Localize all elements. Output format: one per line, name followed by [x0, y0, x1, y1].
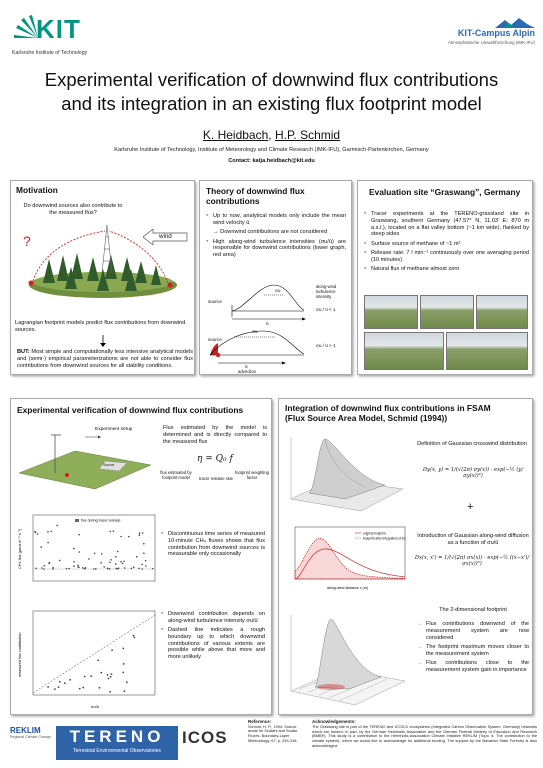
graswang-bullet-1: ▪ Tracer experiments at the TERENO-grassland site in Graswang, southern Germany (47.57° N, 11.03' E; 870 m a.s.l.), located on a flat valley bottom (~1 km wide), flanked by steep sides — [364, 211, 529, 238]
theory-bullet-3: ▪ High along-wind turbulence intensities (σu/ū) are responsible for downwind contributions (lower graph, red area) — [206, 239, 346, 259]
def-crosswind: Definition of Gaussian crosswind distribution — [417, 441, 527, 447]
sc-point — [97, 660, 99, 662]
ts-point — [101, 553, 103, 555]
graswang-bullet-3: ▪ Release rate: 7 l min⁻¹ continuously over one averaging period (10 minutes) — [364, 250, 529, 264]
title-line-1: Experimental verification of downwind flux contributions — [44, 69, 499, 90]
ts-legend-swatch — [75, 519, 79, 522]
ts-point — [47, 531, 49, 533]
author-2: H.P. Schmid — [274, 128, 341, 142]
ts-point — [115, 563, 117, 565]
ts-point — [107, 568, 109, 570]
sc-point — [64, 682, 66, 684]
kit-rays-icon — [12, 14, 38, 40]
campus-subtitle: Atmosphärische Umweltforschung (IMK-IFU) — [447, 40, 535, 45]
scatter-bullets — [161, 611, 265, 664]
ts-point — [122, 563, 124, 565]
ts-point — [103, 566, 105, 568]
graswang-bullet-2: ▪ Surface source of methane of ~1 m² — [364, 241, 529, 248]
sigma-label-lower: σu — [252, 329, 258, 334]
graswang-title: Evaluation site “Graswang”, Germany — [369, 187, 521, 197]
integration-title-line2: (Flux Source Area Model, Schmid (1994)) — [285, 413, 448, 423]
ts-point — [40, 546, 42, 548]
fp-legend-after: footprint after integration of Dx — [363, 536, 406, 541]
ubar-label-lower: ū — [245, 364, 248, 369]
ts-point — [145, 560, 147, 562]
but-label: BUT: — [17, 349, 30, 355]
source-label-upper: source — [208, 299, 222, 304]
ts-point — [120, 561, 122, 563]
sc-point — [59, 681, 61, 683]
kit-wordmark: KIT — [36, 14, 81, 44]
formula-label-tracer: tracer release rate — [199, 476, 233, 481]
sc-point — [84, 676, 86, 678]
ts-point — [77, 565, 79, 567]
theory-diagram-lower — [204, 329, 350, 371]
ts-point — [124, 567, 126, 569]
ts-point — [94, 553, 96, 555]
ratio-high-label: σu / ū > 1 — [316, 343, 336, 348]
ts-point — [136, 556, 138, 558]
ts-point — [100, 562, 102, 564]
ts-point — [84, 568, 86, 570]
ubar-label-upper: ū — [266, 321, 269, 326]
author-separator: , — [268, 128, 275, 142]
setup-diagram — [15, 421, 155, 493]
ratio-low-label: σu / ū < 1 — [316, 307, 336, 312]
acknowledgements-box — [312, 720, 537, 766]
sc-point — [122, 648, 124, 650]
sc-point — [133, 637, 135, 639]
but-body: Most simple and computationally less intensive analytical models and (semi-) empirical parameterizations are not able to consider flux contributions from downwind sources for all stability conditions. — [17, 349, 193, 369]
source-label: Source — [103, 463, 115, 467]
ts-point — [117, 551, 119, 553]
sc-point — [54, 688, 56, 690]
setup-label: Experiment setup — [95, 427, 133, 432]
kit-subtitle: Karlsruhe Institute of Technology — [12, 50, 88, 56]
site-photo-bottom-left — [364, 332, 444, 370]
ts-point — [128, 536, 130, 538]
sc-point — [47, 686, 49, 688]
footprint-2d-label: The 2-dimensional footprint — [439, 607, 507, 613]
ts-point — [73, 561, 75, 563]
ts-point — [88, 558, 90, 560]
theory-title: Theory of downwind flux contributions — [206, 186, 305, 206]
sc-point — [110, 676, 112, 678]
sc-point — [79, 688, 81, 690]
ts-point — [109, 562, 111, 564]
sc-point — [111, 673, 113, 675]
sc-point — [126, 681, 128, 683]
tereno-subtitle: Terrestrial Environmental Observatories — [73, 748, 161, 754]
sc-ylabel: measured flux contribution — [18, 632, 22, 677]
fp-legend-orig: original footprint — [363, 531, 386, 536]
sc-point — [133, 635, 135, 637]
graswang-bullet-4: ▪ Natural flux of methane almost zero — [364, 266, 529, 273]
ts-legend: flux during tracer release — [81, 518, 121, 523]
ts-point — [120, 536, 122, 538]
ts-point — [43, 565, 45, 567]
campus-name: KIT-Campus Alpin — [457, 28, 535, 38]
ts-point — [133, 566, 135, 568]
lagrangian-text: Lagrangian footprint models predict flux contributions from downwind sources. — [15, 320, 186, 333]
ts-point — [59, 560, 61, 562]
eq-alongwind: Dx(x, x') = 1/(√(2π) σx(x)) · exp(−½ ((x−x')/σx(x))²) — [414, 555, 530, 567]
ts-point — [115, 556, 117, 558]
reference-text: Schmid, H. P., 1994: Source areas for Scalars and Scalar Fluxes. Boundary-Layer Meteorology, 67, p. 293-318. — [248, 723, 298, 743]
ts-point — [109, 568, 111, 570]
ts-point — [78, 534, 80, 536]
flux-timeseries-chart — [15, 511, 159, 599]
sc-point — [123, 663, 125, 665]
ts-point — [131, 568, 133, 570]
poster-header — [0, 0, 543, 178]
bullet-scatter-2: ▪ Dashed line indicates a rough boundary up to which downwind contributions of various extents are possible while above that more and more unlikely — [161, 627, 265, 661]
sc-point — [107, 674, 109, 676]
sigma-label-upper: σu — [275, 288, 281, 293]
ts-point — [143, 553, 145, 555]
reference-box — [248, 720, 306, 766]
bullet-timeseries: ▪ Discontinuous time series of measured 10-minute CH₄ fluxes shows that flux contribution from downwind sources is measurable only occasionally — [161, 531, 265, 558]
ts-point — [110, 559, 112, 561]
question-mark: ? — [23, 233, 31, 249]
sc-point — [109, 691, 111, 693]
integration-arrow-1: → Flux contributions downwind of the measurement system are now considered — [417, 621, 529, 641]
icos-logo — [182, 728, 244, 758]
formula-label-weight: footprint weighting factor — [235, 470, 269, 480]
motivation-question: Do downwind sources also contribute to the measured flux? — [23, 203, 123, 216]
ts-point — [93, 568, 95, 570]
ts-point — [73, 565, 75, 567]
icos-wordmark: ICOS — [182, 728, 228, 747]
ts-point — [41, 567, 43, 569]
ts-point — [139, 534, 141, 536]
ts-point — [66, 568, 68, 570]
ts-point — [139, 532, 141, 534]
ts-point — [73, 548, 75, 550]
title-line-2: and its integration in an existing flux footprint model — [61, 93, 482, 114]
sc-point — [111, 649, 113, 651]
ts-point — [82, 567, 84, 569]
ts-point — [56, 525, 58, 527]
tereno-logo — [56, 726, 178, 760]
ts-point — [52, 568, 54, 570]
ts-point — [68, 568, 70, 570]
ts-point — [51, 531, 53, 533]
ts-point — [152, 568, 154, 570]
poster-title — [0, 68, 543, 116]
ts-point — [47, 542, 49, 544]
ts-ylabel: CH4 flux (µmol m⁻² s⁻¹) — [18, 528, 22, 569]
ts-plot-area — [33, 515, 155, 581]
site-photo-bottom-right — [446, 332, 528, 370]
integration-panel — [278, 398, 533, 715]
sc-point — [58, 686, 60, 688]
ts-point — [109, 531, 111, 533]
sc-point — [122, 672, 124, 674]
sc-xlabel: σu/ū — [91, 704, 100, 709]
mountain-peaks-icon — [495, 18, 535, 28]
ack-text: The Graswang site is part of the TERENO and ICOS-D ecosystems (Integrated Carbon Observation System, Germany) networks which are funded, in part, by the German Helmholtz Association and the German Federal Ministry of Education and Research (BMBF). This study is a contribution to the Helmholtz-Association Climate Initiative REKLIM (Topic 4: The contribution to the climate system), which we would like to acknowledge for additional funding. The support by the Bavarian State Forestry is also acknowledged. — [312, 723, 537, 748]
ts-point — [113, 530, 115, 532]
site-photo-top-middle — [420, 295, 474, 329]
ts-point — [37, 533, 39, 535]
ts-point — [77, 566, 79, 568]
ts-point — [142, 568, 144, 570]
turbulence-label: along-wind turbulence intensity — [316, 284, 337, 299]
ts-point — [95, 568, 97, 570]
ts-point — [35, 532, 37, 534]
ts-point — [145, 565, 147, 567]
footprint-surface-3d — [285, 429, 409, 521]
source-label-lower: source — [208, 337, 222, 342]
sc-point — [108, 678, 110, 680]
sc-point — [69, 679, 71, 681]
ts-point — [35, 568, 37, 570]
ts-point — [141, 564, 143, 566]
reklim-logo — [10, 726, 52, 760]
integration-arrows — [417, 621, 529, 676]
integration-arrow-2: → The footprint maximum moves closer to the measurement system — [417, 644, 529, 658]
ack-title: Acknowledgements: — [312, 719, 356, 724]
sc-point — [100, 672, 102, 674]
reklim-wordmark: REKLIM — [10, 726, 41, 735]
ts-point — [138, 568, 140, 570]
ts-point — [115, 568, 117, 570]
sc-point — [90, 675, 92, 677]
contact: Contact: katja.heidbach@kit.edu — [228, 158, 315, 164]
kit-logo — [8, 10, 98, 60]
motivation-panel — [10, 180, 195, 375]
theory-bullet-1: ▪ Up to now, analytical models only include the mean wind velocity ū — [206, 213, 346, 227]
integration-arrow-3: → Flux contributions close to the measurement system gain in importance — [417, 660, 529, 674]
ts-point — [48, 563, 50, 565]
integration-title-line1: Integration of downwind flux contributions in FSAM — [285, 403, 491, 413]
formula-label-flux: flux estimated by footprint model — [160, 470, 192, 480]
formula: η = Q₀ f — [197, 454, 233, 464]
ts-point — [123, 561, 125, 563]
authors — [0, 128, 543, 142]
site-photo-top-left — [364, 295, 418, 329]
site-photo-top-right — [476, 295, 528, 329]
bullet-scatter-1: ▪ Downwind contribution depends on along-wind turbulence intensity σu/ū — [161, 611, 265, 625]
sc-point — [82, 687, 84, 689]
sc-point — [99, 687, 101, 689]
theory-bullets — [206, 213, 346, 261]
ts-point — [118, 567, 120, 569]
down-arrow-icon — [99, 335, 107, 347]
integration-title — [285, 403, 530, 423]
footer — [0, 718, 543, 768]
author-1: K. Heidbach — [202, 128, 269, 142]
forest-tower-illustration — [13, 211, 193, 301]
sc-point — [123, 690, 125, 692]
experimental-panel — [10, 398, 272, 715]
plus-sign: + — [467, 501, 474, 513]
def-alongwind: Introduction of Gaussian along-wind diffusion as a function of σu/ū — [417, 533, 529, 546]
reklim-subtitle: Regional Climate Change — [10, 735, 51, 739]
sc-plot-area — [33, 611, 155, 695]
affiliation: Karlsruhe Institute of Technology, Institute of Meteorology and Climate Research (IMK-IFU), Garmisch-Partenkirchen, Germany — [114, 147, 429, 153]
graswang-panel — [357, 180, 533, 375]
ts-point — [143, 543, 145, 545]
ts-point — [78, 551, 80, 553]
theory-panel — [199, 180, 352, 375]
fp-xlabel: along-wind distance x (m) — [327, 586, 368, 590]
advection-label: advection — [238, 369, 256, 374]
experimental-title: Experimental verification of downwind flux contributions — [17, 405, 244, 415]
tereno-wordmark: TERENO — [69, 727, 165, 746]
ts-point — [142, 532, 144, 534]
but-text — [17, 349, 193, 370]
ts-point — [43, 568, 45, 570]
estimated-text: Flux estimated by the model is determined and is directly compared to the measured flux — [163, 425, 267, 445]
theory-bullet-2: → Downwind contributions are not considered — [213, 229, 328, 236]
motivation-title: Motivation — [16, 185, 58, 195]
footprint-2d-figure — [285, 607, 409, 711]
footprint-curves-chart — [285, 523, 409, 593]
eq-crosswind: Dy(x, y) = 1/(√(2π) σy(x)) · exp(−½ (y/σy(x))²) — [422, 467, 524, 479]
reference-title: Reference: — [248, 719, 272, 724]
contribution-scatter-chart — [15, 607, 159, 711]
campus-alpin-logo — [435, 18, 535, 60]
experiment-setup-figure — [15, 421, 155, 493]
wind-label: wind — [159, 233, 172, 240]
graswang-bullets — [364, 211, 529, 275]
